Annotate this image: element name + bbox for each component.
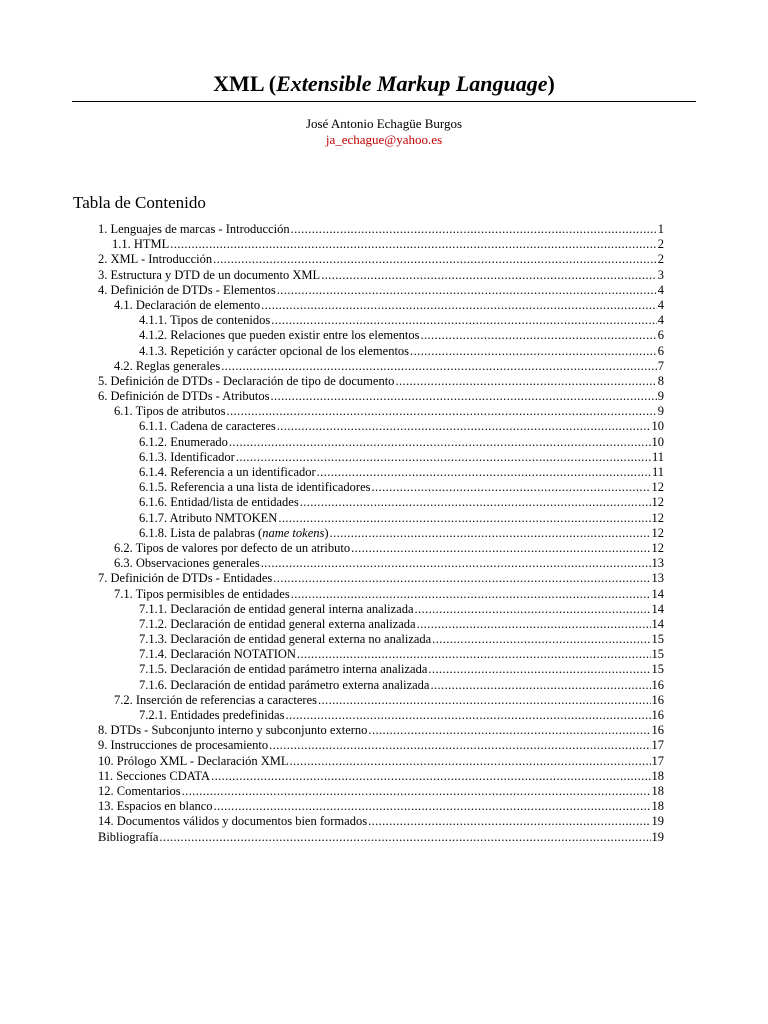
toc-entry-text-suffix: ) bbox=[324, 525, 329, 540]
toc-dot-leader bbox=[415, 602, 651, 617]
toc-dot-leader bbox=[420, 328, 656, 343]
toc-page-number: 14 bbox=[651, 586, 664, 601]
toc-dot-leader bbox=[211, 769, 650, 784]
toc-entry[interactable] bbox=[98, 526, 664, 541]
toc-entry-text: 5. Definición de DTDs - Declaración de tipo de documento bbox=[98, 373, 395, 388]
toc-dot-leader bbox=[182, 784, 651, 799]
toc-entry-title bbox=[139, 344, 409, 359]
title-rule bbox=[72, 101, 696, 102]
toc-dot-leader bbox=[273, 571, 650, 586]
toc-entry-text: Bibliografía bbox=[98, 829, 159, 844]
toc-entry[interactable] bbox=[98, 222, 664, 237]
toc-entry[interactable] bbox=[98, 571, 664, 586]
toc-entry[interactable] bbox=[98, 237, 664, 252]
toc-entry-text: 6.1. Tipos de atributos bbox=[114, 404, 226, 419]
toc-page-number: 12 bbox=[651, 495, 664, 510]
toc-entry[interactable] bbox=[98, 495, 664, 510]
toc-page-number: 9 bbox=[657, 404, 664, 419]
toc-page-number: 4 bbox=[657, 313, 664, 328]
toc-heading: Tabla de Contenido bbox=[73, 193, 206, 212]
toc-entry-text: 7.1.2. Declaración de entidad general externa analizada bbox=[139, 616, 416, 631]
toc-entry[interactable] bbox=[98, 754, 664, 769]
toc-entry-text: 2. XML - Introducción bbox=[98, 252, 213, 267]
toc-page-number: 11 bbox=[651, 465, 664, 479]
toc-entry-title bbox=[114, 404, 225, 419]
toc-page-number: 11 bbox=[651, 449, 664, 464]
toc-entry-text: 7.1. Tipos permisibles de entidades bbox=[114, 586, 290, 601]
toc-dot-leader bbox=[170, 237, 656, 252]
toc-entry[interactable] bbox=[98, 344, 664, 359]
toc-dot-leader bbox=[351, 541, 650, 556]
toc-entry-text: 6.1.5. Referencia a una lista de identificadores bbox=[139, 480, 371, 495]
toc-dot-leader bbox=[321, 268, 657, 283]
toc-entry-title bbox=[112, 237, 169, 252]
toc-page-number: 18 bbox=[651, 783, 664, 798]
toc-dot-leader bbox=[368, 723, 650, 738]
toc-dot-leader bbox=[229, 435, 651, 450]
toc-dot-leader bbox=[271, 313, 656, 328]
toc-dot-leader bbox=[285, 708, 650, 723]
toc-dot-leader bbox=[213, 252, 657, 267]
toc-entry-text: 7.1.3. Declaración de entidad general externa no analizada bbox=[139, 632, 432, 647]
toc-entry-text: 7.1.4. Declaración NOTATION bbox=[139, 647, 296, 662]
toc-entry[interactable] bbox=[98, 556, 664, 571]
toc-entry-title bbox=[139, 419, 276, 434]
toc-entry-title bbox=[114, 541, 350, 556]
toc-entry[interactable] bbox=[98, 693, 664, 708]
toc-entry-title bbox=[139, 495, 299, 510]
toc-entry-text: 4.1.3. Repetición y carácter opcional de los elementos bbox=[139, 343, 410, 358]
toc-entry-title bbox=[139, 617, 416, 632]
toc-entry-title bbox=[139, 313, 270, 328]
toc-entry[interactable] bbox=[98, 662, 664, 677]
toc-entry[interactable] bbox=[98, 647, 664, 662]
toc-entry-text: 4. Definición de DTDs - Elementos bbox=[98, 282, 276, 297]
toc-page-number: 12 bbox=[651, 525, 664, 540]
toc-entry-text: 1. Lenguajes de marcas - Introducción bbox=[98, 222, 290, 236]
toc-dot-leader bbox=[297, 647, 651, 662]
toc-entry-title bbox=[98, 374, 394, 389]
author-email-link[interactable]: ja_echague@yahoo.es bbox=[325, 132, 443, 147]
author-name: José Antonio Echagüe Burgos bbox=[305, 116, 463, 131]
toc-page-number: 2 bbox=[657, 252, 664, 267]
toc-page-number: 16 bbox=[651, 692, 664, 707]
toc-dot-leader bbox=[214, 799, 651, 814]
toc-page-number: 8 bbox=[657, 373, 664, 388]
toc-entry-text: 6.1.3. Identificador bbox=[139, 449, 235, 464]
toc-dot-leader bbox=[291, 587, 651, 602]
toc-entry-text: 1.1. HTML bbox=[112, 237, 170, 252]
toc-dot-leader bbox=[318, 693, 651, 708]
toc-page-number: 3 bbox=[657, 267, 664, 282]
toc-entry[interactable] bbox=[98, 480, 664, 495]
toc-entry-title bbox=[98, 769, 210, 784]
toc-dot-leader bbox=[221, 359, 657, 374]
toc-entry[interactable] bbox=[98, 465, 664, 480]
toc-page-number: 19 bbox=[651, 814, 664, 829]
toc-entry-text: 7.1.6. Declaración de entidad parámetro externa analizada bbox=[139, 677, 430, 692]
toc-entry[interactable] bbox=[98, 283, 664, 298]
toc-entry-title bbox=[98, 723, 367, 738]
toc-page-number: 17 bbox=[651, 753, 664, 768]
toc-entry-title bbox=[98, 268, 320, 283]
toc-page-number: 1 bbox=[657, 222, 664, 236]
toc-dot-leader bbox=[159, 830, 650, 845]
toc-entry[interactable] bbox=[98, 784, 664, 799]
toc-entry[interactable] bbox=[98, 298, 664, 313]
toc-entry-title bbox=[139, 511, 277, 526]
toc-dot-leader bbox=[269, 738, 650, 753]
toc-entry[interactable] bbox=[98, 632, 664, 647]
toc-entry[interactable] bbox=[98, 374, 664, 389]
toc-entry-title bbox=[114, 298, 260, 313]
toc-entry-text: 13. Espacios en blanco bbox=[98, 799, 213, 814]
toc-dot-leader bbox=[271, 389, 657, 404]
toc-entry[interactable] bbox=[98, 389, 664, 404]
document-title bbox=[72, 70, 696, 98]
toc-page-number: 13 bbox=[651, 571, 664, 586]
toc-entry[interactable] bbox=[98, 450, 664, 465]
toc-entry[interactable] bbox=[98, 419, 664, 434]
toc-page-number: 16 bbox=[651, 708, 664, 722]
toc-entry-title bbox=[139, 480, 371, 495]
toc-entry-text: 8. DTDs - Subconjunto interno y subconjunto externo bbox=[98, 723, 368, 738]
toc-entry-title bbox=[98, 571, 272, 586]
toc-page-number: 6 bbox=[657, 328, 664, 343]
toc-entry-title bbox=[139, 450, 235, 465]
toc-entry-text: 6.1.4. Referencia a un identificador bbox=[139, 465, 316, 479]
toc-entry-title bbox=[98, 784, 181, 799]
toc-entry-text: 14. Documentos válidos y documentos bien formados bbox=[98, 814, 368, 829]
toc-entry-text: 6.2. Tipos de valores por defecto de un atributo bbox=[114, 540, 351, 555]
toc-entry-title bbox=[98, 283, 276, 298]
toc-entry[interactable] bbox=[98, 738, 664, 753]
toc-entry-text: 6.1.1. Cadena de caracteres bbox=[139, 419, 276, 434]
toc-entry-text: 7.2. Inserción de referencias a caracteres bbox=[114, 692, 317, 707]
toc-entry-title bbox=[139, 647, 296, 662]
toc-page-number: 15 bbox=[651, 647, 664, 662]
toc-page-number: 14 bbox=[651, 616, 664, 631]
toc-entry[interactable] bbox=[98, 708, 664, 723]
toc-page-number: 15 bbox=[651, 662, 664, 677]
toc-entry[interactable] bbox=[98, 541, 664, 556]
toc-page-number: 2 bbox=[657, 237, 664, 252]
toc-dot-leader bbox=[330, 526, 651, 541]
toc-page-number: 12 bbox=[651, 480, 664, 495]
toc-page-number: 7 bbox=[657, 358, 664, 373]
toc-page-number: 12 bbox=[651, 510, 664, 525]
toc-entry[interactable] bbox=[98, 602, 664, 617]
toc-entry[interactable] bbox=[98, 814, 664, 829]
toc-entry[interactable] bbox=[98, 328, 664, 343]
toc-entry-text: 12. Comentarios bbox=[98, 783, 181, 798]
toc-entry-title bbox=[139, 678, 429, 693]
toc-dot-leader bbox=[410, 344, 657, 359]
toc-entry-title bbox=[98, 799, 213, 814]
toc-dot-leader bbox=[430, 678, 650, 693]
toc-dot-leader bbox=[236, 450, 651, 465]
toc-entry[interactable] bbox=[98, 830, 664, 845]
toc-page-number: 16 bbox=[651, 677, 664, 692]
toc-entry[interactable] bbox=[98, 313, 664, 328]
toc-entry-title bbox=[98, 830, 158, 845]
toc-entry-title bbox=[98, 222, 290, 237]
toc-entry-text: 3. Estructura y DTD de un documento XML bbox=[98, 267, 321, 282]
toc-dot-leader bbox=[372, 480, 651, 495]
toc-entry[interactable] bbox=[98, 587, 664, 602]
toc-page-number: 13 bbox=[651, 556, 664, 571]
toc-entry-text: 6. Definición de DTDs - Atributos bbox=[98, 389, 270, 404]
toc-dot-leader bbox=[261, 298, 657, 313]
toc-dot-leader bbox=[277, 419, 651, 434]
toc-entry-text: 6.1.8. Lista de palabras ( bbox=[139, 525, 263, 540]
toc-entry[interactable] bbox=[98, 617, 664, 632]
toc-entry-title bbox=[114, 359, 220, 374]
toc-dot-leader bbox=[417, 617, 651, 632]
toc-entry[interactable] bbox=[98, 769, 664, 784]
toc-entry-title bbox=[114, 693, 317, 708]
toc-entry-text: 4.1.2. Relaciones que pueden existir entre los elementos bbox=[139, 328, 420, 343]
toc-entry-text: 4.2. Reglas generales bbox=[114, 358, 221, 373]
toc-entry[interactable] bbox=[98, 799, 664, 814]
toc-page-number: 9 bbox=[657, 389, 664, 404]
toc-dot-leader bbox=[289, 754, 650, 769]
toc-page-number: 18 bbox=[651, 799, 664, 814]
toc-page-number: 14 bbox=[651, 601, 664, 616]
toc-entry[interactable] bbox=[98, 359, 664, 374]
title-prefix: XML ( bbox=[213, 71, 277, 96]
toc-entry-italic-text: name tokens bbox=[262, 525, 325, 540]
toc-entry[interactable] bbox=[98, 268, 664, 283]
toc-entry[interactable] bbox=[98, 435, 664, 450]
toc-entry-title bbox=[139, 435, 228, 450]
toc-dot-leader bbox=[261, 556, 651, 571]
toc-entry-title bbox=[139, 328, 419, 343]
toc-page-number: 10 bbox=[651, 419, 664, 434]
toc-entry-title bbox=[139, 708, 284, 723]
toc-entry-title bbox=[139, 465, 316, 480]
toc-entry-title bbox=[139, 632, 431, 647]
toc-page-number: 15 bbox=[651, 632, 664, 647]
toc-page-number: 4 bbox=[657, 297, 664, 312]
toc-entry-text: 9. Instrucciones de procesamiento bbox=[98, 738, 269, 753]
toc-entry-text: 6.1.6. Entidad/lista de entidades bbox=[139, 495, 299, 510]
toc-dot-leader bbox=[277, 283, 657, 298]
toc-entry[interactable] bbox=[98, 511, 664, 526]
toc-dot-leader bbox=[317, 465, 651, 480]
toc-entry-text: 11. Secciones CDATA bbox=[98, 768, 211, 783]
toc-entry-text: 7.2.1. Entidades predefinidas bbox=[139, 708, 285, 722]
toc-entry-text: 6.1.2. Enumerado bbox=[139, 434, 228, 449]
toc-entry-text: 4.1. Declaración de elemento bbox=[114, 297, 261, 312]
toc-dot-leader bbox=[300, 495, 651, 510]
toc-entry-title bbox=[98, 252, 212, 267]
toc-entry-title bbox=[98, 389, 270, 404]
toc-dot-leader bbox=[278, 511, 650, 526]
toc-entry-title bbox=[139, 662, 427, 677]
toc-dot-leader bbox=[432, 632, 650, 647]
toc-entry-text: 7. Definición de DTDs - Entidades bbox=[98, 571, 273, 586]
toc-page-number: 10 bbox=[651, 434, 664, 449]
toc-entry[interactable] bbox=[98, 252, 664, 267]
toc-entry-text: 4.1.1. Tipos de contenidos bbox=[139, 313, 271, 328]
toc-entry[interactable] bbox=[98, 723, 664, 738]
toc-page-number: 19 bbox=[651, 829, 664, 844]
toc-page-number: 16 bbox=[651, 723, 664, 738]
toc-entry-text: 10. Prólogo XML - Declaración XML bbox=[98, 753, 289, 768]
toc-page-number: 17 bbox=[651, 738, 664, 753]
toc-page-number: 18 bbox=[651, 768, 664, 783]
toc-entry-title bbox=[98, 754, 288, 769]
table-of-contents bbox=[98, 222, 664, 845]
toc-entry-title bbox=[114, 556, 260, 571]
toc-entry-title bbox=[114, 587, 290, 602]
toc-entry-text: 7.1.5. Declaración de entidad parámetro interna analizada bbox=[139, 662, 428, 677]
toc-entry-text: 6.1.7. Atributo NMTOKEN bbox=[139, 510, 278, 525]
toc-entry-text: 7.1.1. Declaración de entidad general interna analizada bbox=[139, 601, 414, 616]
toc-dot-leader bbox=[428, 662, 650, 677]
toc-entry[interactable] bbox=[98, 678, 664, 693]
toc-dot-leader bbox=[226, 404, 656, 419]
toc-page-number: 4 bbox=[657, 282, 664, 297]
toc-entry-title bbox=[98, 738, 268, 753]
toc-entry-title bbox=[139, 602, 414, 617]
toc-entry-title bbox=[139, 526, 329, 541]
toc-dot-leader bbox=[395, 374, 656, 389]
title-suffix: ) bbox=[547, 71, 555, 96]
toc-entry[interactable] bbox=[98, 404, 664, 419]
toc-dot-leader bbox=[291, 222, 657, 237]
toc-entry-title bbox=[98, 814, 367, 829]
toc-page-number: 12 bbox=[651, 540, 664, 555]
toc-dot-leader bbox=[368, 814, 650, 829]
title-italic: Extensible Markup Language bbox=[276, 71, 548, 96]
toc-entry-text: 6.3. Observaciones generales bbox=[114, 556, 260, 571]
toc-page-number: 6 bbox=[657, 343, 664, 358]
